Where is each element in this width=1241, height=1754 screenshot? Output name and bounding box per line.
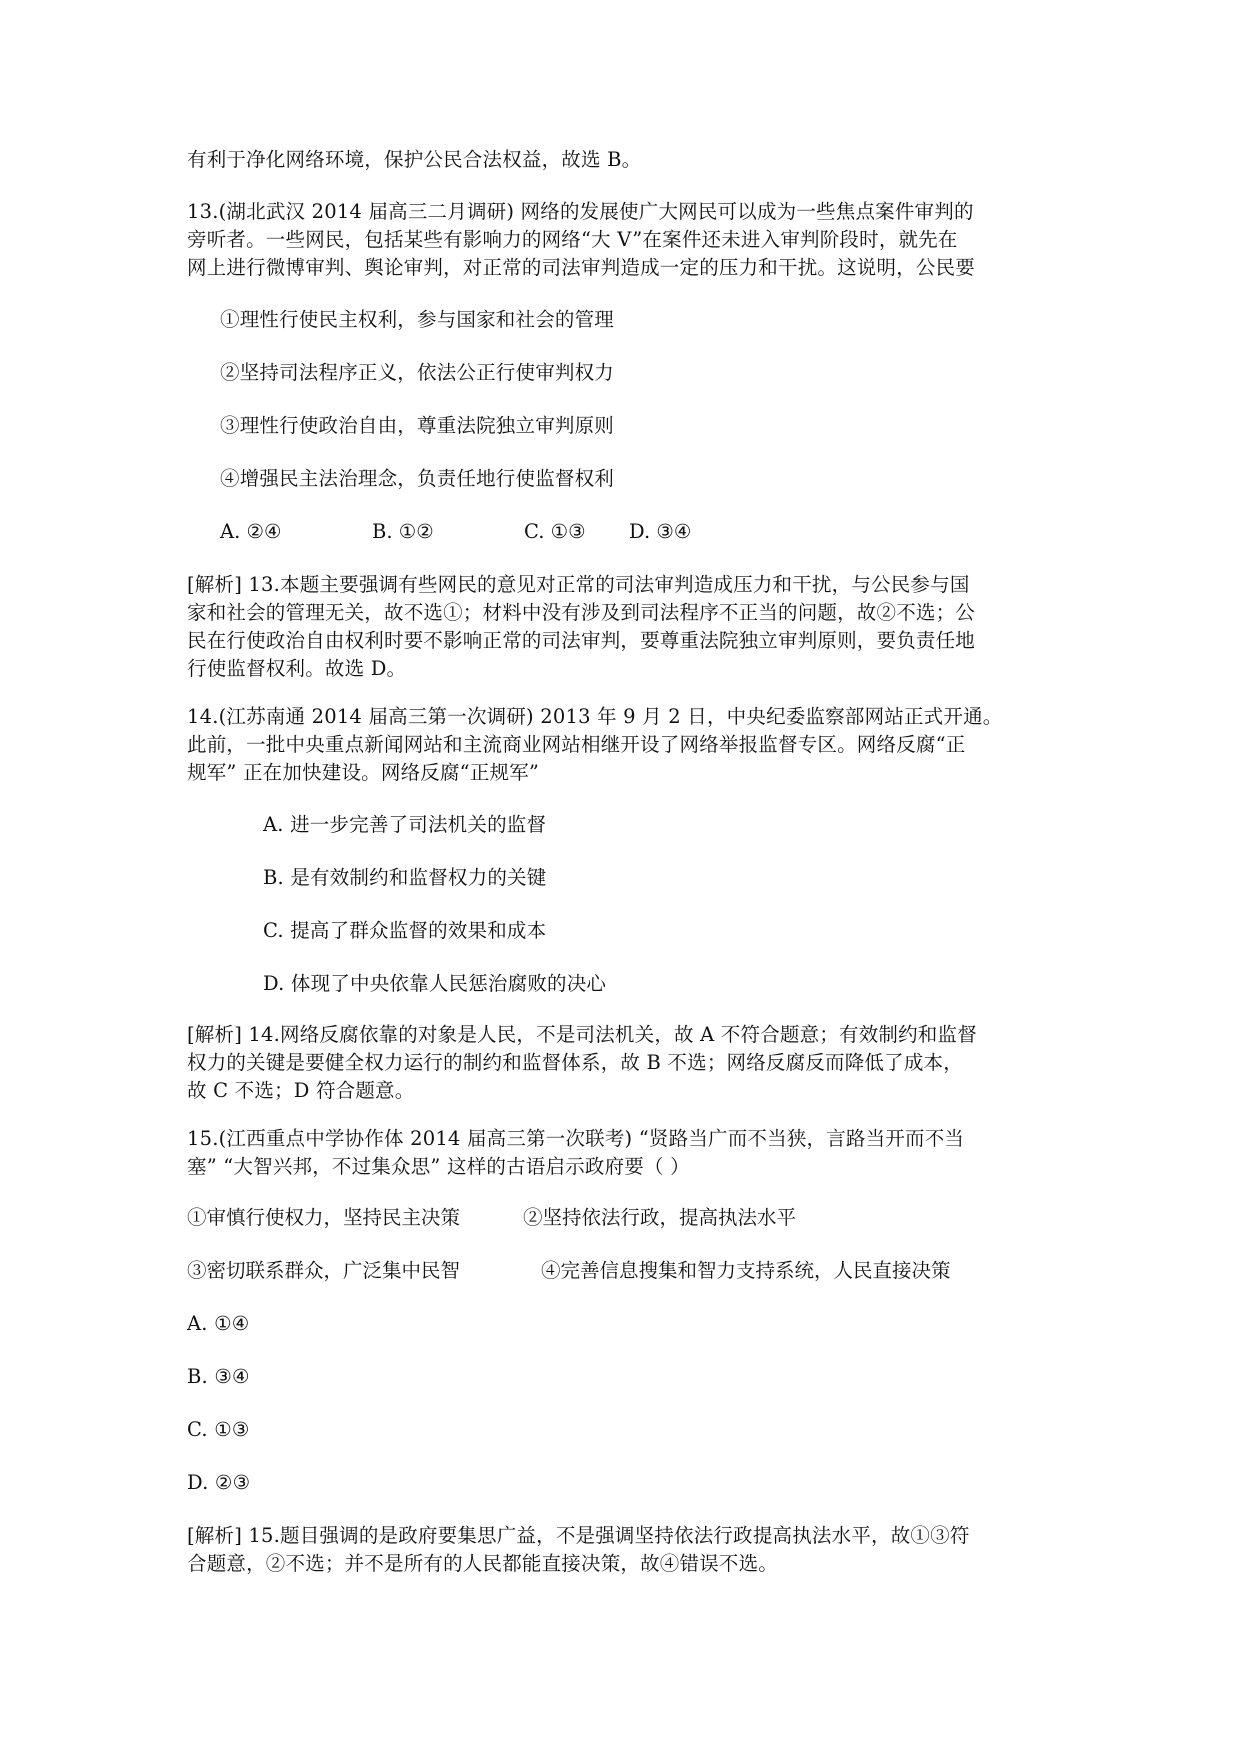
q14-stem-line: 规军” 正在加快建设。网络反腐“正规军” xyxy=(187,761,540,784)
q13-analysis-line: 家和社会的管理无关，故不选①；材料中没有涉及到司法程序不正当的问题，故②不选；公 xyxy=(187,601,976,624)
q13-item: ①理性行使民主权利，参与国家和社会的管理 xyxy=(220,308,615,331)
q13-stem-line: 13.(湖北武汉 2014 届高三二月调研) 网络的发展使广大网民可以成为一些焦点案件审判的 xyxy=(187,200,974,223)
q15-option-d: D. ②③ xyxy=(187,1471,251,1494)
q13-option-c: C. ①③ xyxy=(524,520,586,543)
q14-analysis-line: 故 C 不选；D 符合题意。 xyxy=(187,1079,415,1102)
q15-item-1: ①审慎行使权力，坚持民主决策 xyxy=(187,1206,461,1229)
q13-item: ③理性行使政治自由，尊重法院独立审判原则 xyxy=(220,414,615,437)
q15-analysis-line: [解析] 15.题目强调的是政府要集思广益，不是强调坚持依法行政提高执法水平，故①③符 xyxy=(187,1524,970,1547)
intro-line: 有利于净化网络环境，保护公民合法权益，故选 B。 xyxy=(187,148,642,171)
q15-stem-line: 塞” “大智兴邦，不过集众思” 这样的古语启示政府要（ ） xyxy=(187,1155,690,1178)
q13-analysis-line: 行使监督权利。故选 D。 xyxy=(187,657,407,680)
q13-option-a: A. ②④ xyxy=(220,520,282,543)
q13-stem-line: 旁听者。一些网民，包括某些有影响力的网络“大 V”在案件还未进入审判阶段时，就先在 xyxy=(187,228,958,251)
q14-stem-line: 14.(江苏南通 2014 届高三第一次调研) 2013 年 9 月 2 日，中央纪委监察部网站正式开通。 xyxy=(187,705,1003,728)
q14-option-a: A. 进一步完善了司法机关的监督 xyxy=(263,813,547,836)
q14-analysis-line: [解析] 14.网络反腐依靠的对象是人民，不是司法机关，故 A 不符合题意；有效制约和监督 xyxy=(187,1023,977,1046)
q14-stem-line: 此前，一批中央重点新闻网站和主流商业网站相继开设了网络举报监督专区。网络反腐“正 xyxy=(187,733,966,756)
q13-item: ②坚持司法程序正义，依法公正行使审判权力 xyxy=(220,361,615,384)
q15-stem-line: 15.(江西重点中学协作体 2014 届高三第一次联考) “贤路当广而不当狭，言路当开而不当 xyxy=(187,1127,965,1150)
q14-option-c: C. 提高了群众监督的效果和成本 xyxy=(263,919,547,942)
q13-option-d: D. ③④ xyxy=(629,520,692,543)
q15-item-2: ②坚持依法行政，提高执法水平 xyxy=(523,1206,797,1229)
q15-option-c: C. ①③ xyxy=(187,1418,250,1441)
q15-analysis-line: 合题意，②不选；并不是所有的人民都能直接决策，故④错误不选。 xyxy=(187,1552,779,1575)
q13-analysis-line: [解析] 13.本题主要强调有些网民的意见对正常的司法审判造成压力和干扰，与公民参与国 xyxy=(187,573,970,596)
q14-option-d: D. 体现了中央依靠人民惩治腐败的决心 xyxy=(263,972,607,995)
q15-item-4: ④完善信息搜集和智力支持系统，人民直接决策 xyxy=(541,1259,951,1282)
q14-analysis-line: 权力的关键是要健全权力运行的制约和监督体系，故 B 不选；网络反腐反而降低了成本， xyxy=(187,1051,963,1074)
q15-option-a: A. ①④ xyxy=(187,1312,250,1335)
q15-option-b: B. ③④ xyxy=(187,1365,250,1388)
q13-item: ④增强民主法治理念，负责任地行使监督权利 xyxy=(220,467,615,490)
q13-stem-line: 网上进行微博审判、舆论审判，对正常的司法审判造成一定的压力和干扰。这说明，公民要 xyxy=(187,256,976,279)
q15-item-3: ③密切联系群众，广泛集中民智 xyxy=(187,1259,461,1282)
q13-analysis-line: 民在行使政治自由权利时要不影响正常的司法审判，要尊重法院独立审判原则，要负责任地 xyxy=(187,629,976,652)
q14-option-b: B. 是有效制约和监督权力的关键 xyxy=(263,866,547,889)
q13-option-b: B. ①② xyxy=(372,520,434,543)
